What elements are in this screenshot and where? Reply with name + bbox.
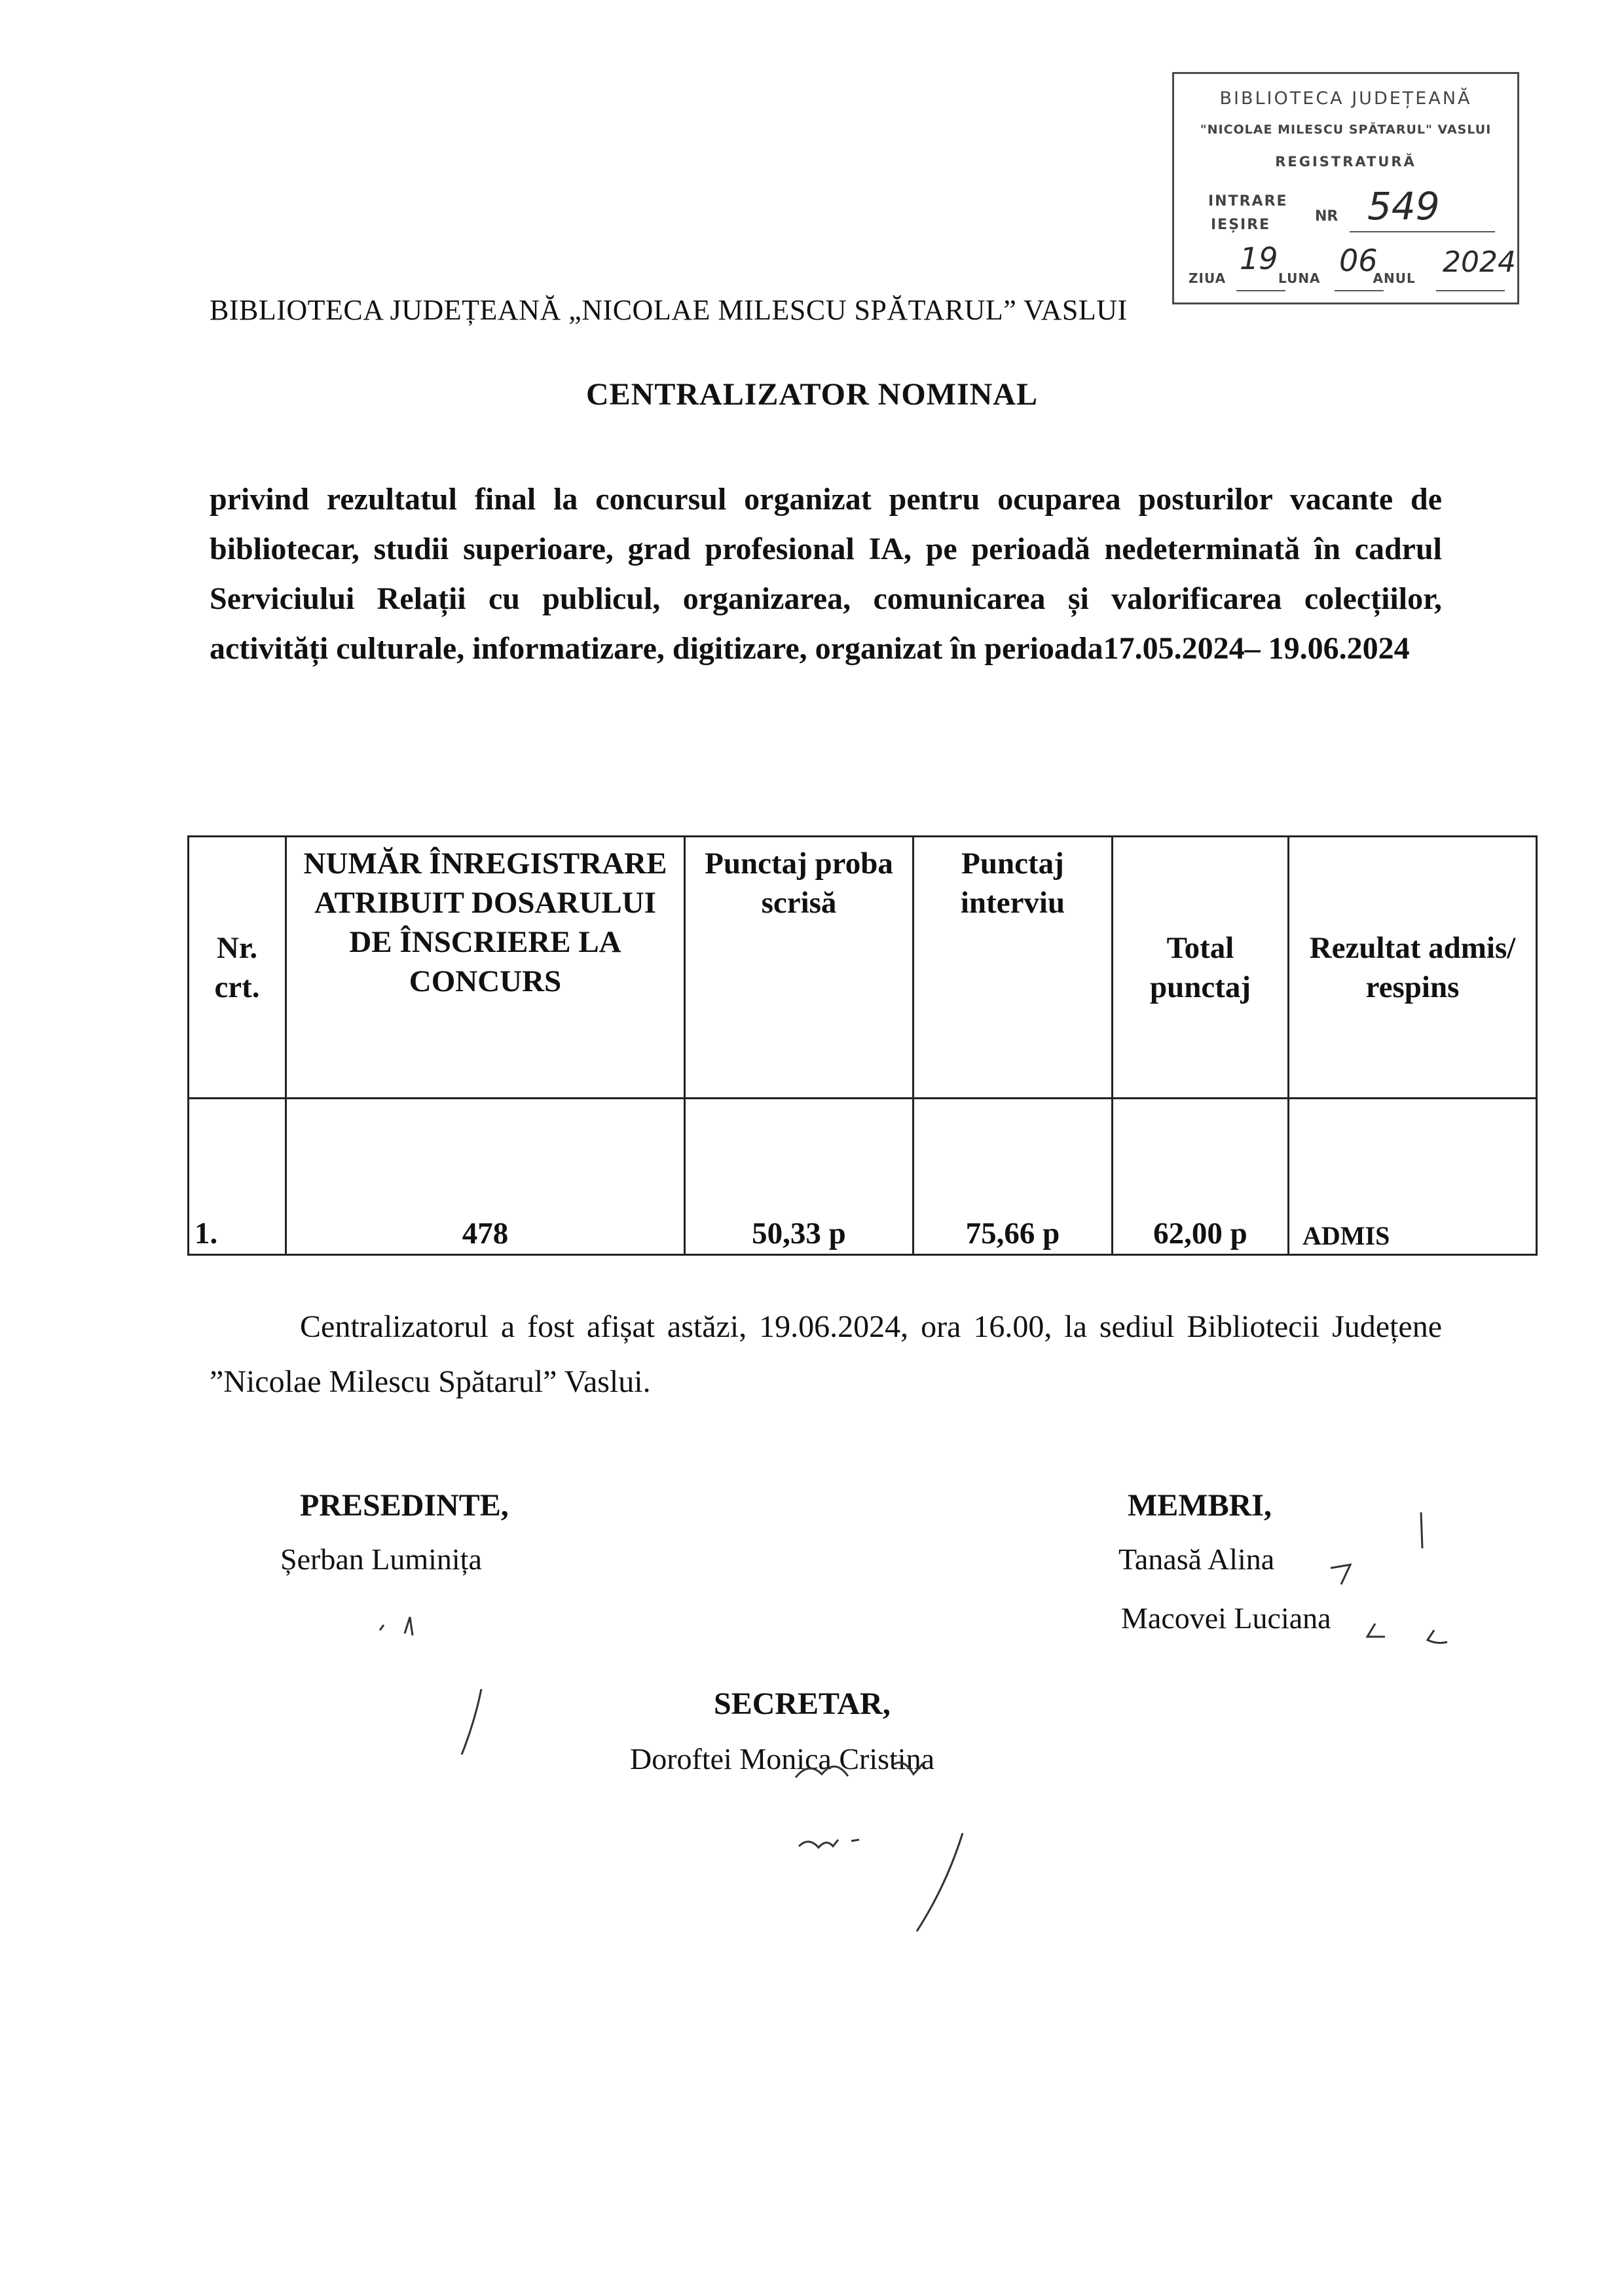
member-name-1: Tanasă Alina xyxy=(1118,1542,1275,1576)
header-written xyxy=(685,837,913,1099)
cell-written: 50,33 p xyxy=(685,1099,913,1255)
stamp-month-line xyxy=(1335,290,1384,291)
stamp-day-value: 19 xyxy=(1240,241,1278,276)
stamp-nr-label: NR xyxy=(1315,208,1338,225)
document-subject: privind rezultatul final la concursul organizat pentru ocuparea posturilor vacante de bibliotecar, studii superioare, grad profesional IA, pe perioadă nedeterminată în cadrul Serviciului Relații cu publicul, organizarea, comunicarea și valorificarea colecțiilor, activități culturale, informatizare, digitizare, organizat în perioada17.05.2024– 19.06.2024 xyxy=(210,482,1442,666)
table-header-row xyxy=(189,837,1537,1099)
header-interview xyxy=(913,837,1113,1099)
header-result-text: Rezultat admis/ respins xyxy=(1309,930,1516,1004)
signature-stroke xyxy=(445,1683,498,1768)
secretary-label: SECRETAR, xyxy=(714,1686,891,1721)
stamp-year-label: ANUL xyxy=(1373,270,1416,286)
header-registration xyxy=(286,837,685,1099)
results-table xyxy=(187,835,1538,1256)
registration-stamp xyxy=(1172,72,1519,304)
member-signature-mark-2 xyxy=(1323,1558,1362,1591)
president-label: PRESEDINTE, xyxy=(300,1488,509,1523)
member-signature-mark-1 xyxy=(1401,1506,1441,1558)
header-interview-text: Punctaj interviu xyxy=(960,847,1065,920)
member-name-2: Macovei Luciana xyxy=(1121,1601,1331,1635)
header-nr-text: Nr. crt. xyxy=(214,930,260,1004)
president-signature-mark xyxy=(367,1597,445,1650)
posting-note: Centralizatorul a fost afișat astăzi, 19.06.2024, ora 16.00, la sediul Bibliotecii Județene ”Nicolae Milescu Spătarul” Vaslui. xyxy=(210,1309,1442,1399)
document-title: CENTRALIZATOR NOMINAL xyxy=(586,377,1038,412)
stamp-exit-label: IEȘIRE xyxy=(1211,217,1271,233)
stamp-department: REGISTRATURĂ xyxy=(1275,154,1416,170)
secretary-name: Doroftei Monica Cristina xyxy=(630,1742,935,1776)
header-total-text: Total punctaj xyxy=(1149,930,1251,1004)
header-total xyxy=(1113,837,1289,1099)
secretary-signature-overlay xyxy=(783,1751,953,1791)
stamp-day-label: ZIUA xyxy=(1189,270,1227,286)
stamp-institution: BIBLIOTECA JUDEȚEANĂ xyxy=(1219,88,1472,109)
president-name: Șerban Luminița xyxy=(280,1542,482,1576)
stamp-nr-line xyxy=(1350,231,1495,232)
cell-total: 62,00 p xyxy=(1113,1099,1289,1255)
table-row xyxy=(189,1099,1537,1255)
header-nr xyxy=(189,837,286,1099)
stamp-entry-label: INTRARE xyxy=(1208,193,1288,210)
cell-nr: 1. xyxy=(189,1099,286,1255)
cell-registration: 478 xyxy=(286,1099,685,1255)
cell-result: ADMIS xyxy=(1289,1099,1537,1255)
stamp-month-value: 06 xyxy=(1339,243,1378,278)
header-result xyxy=(1289,837,1537,1099)
stamp-month-label: LUNA xyxy=(1278,270,1321,286)
stamp-year-value: 2024 xyxy=(1443,246,1516,279)
stamp-institution-name: "NICOLAE MILESCU SPĂTARUL" VASLUI xyxy=(1200,122,1492,137)
members-label: MEMBRI, xyxy=(1128,1488,1272,1523)
secretary-signature-mark xyxy=(786,1820,995,1951)
stamp-day-line xyxy=(1236,290,1285,291)
header-registration-text: NUMĂR ÎNREGISTRARE ATRIBUIT DOSARULUI DE ÎNSCRIERE LA CONCURS xyxy=(303,847,667,998)
institution-heading: BIBLIOTECA JUDEȚEANĂ „NICOLAE MILESCU SPĂTARUL” VASLUI xyxy=(210,294,1128,326)
stamp-nr-value: 549 xyxy=(1367,184,1440,228)
member-signature-mark-3 xyxy=(1362,1611,1460,1656)
cell-interview: 75,66 p xyxy=(913,1099,1113,1255)
stamp-year-line xyxy=(1436,290,1505,291)
stamp-date-labels xyxy=(1189,270,1416,286)
header-written-text: Punctaj proba scrisă xyxy=(705,847,893,920)
